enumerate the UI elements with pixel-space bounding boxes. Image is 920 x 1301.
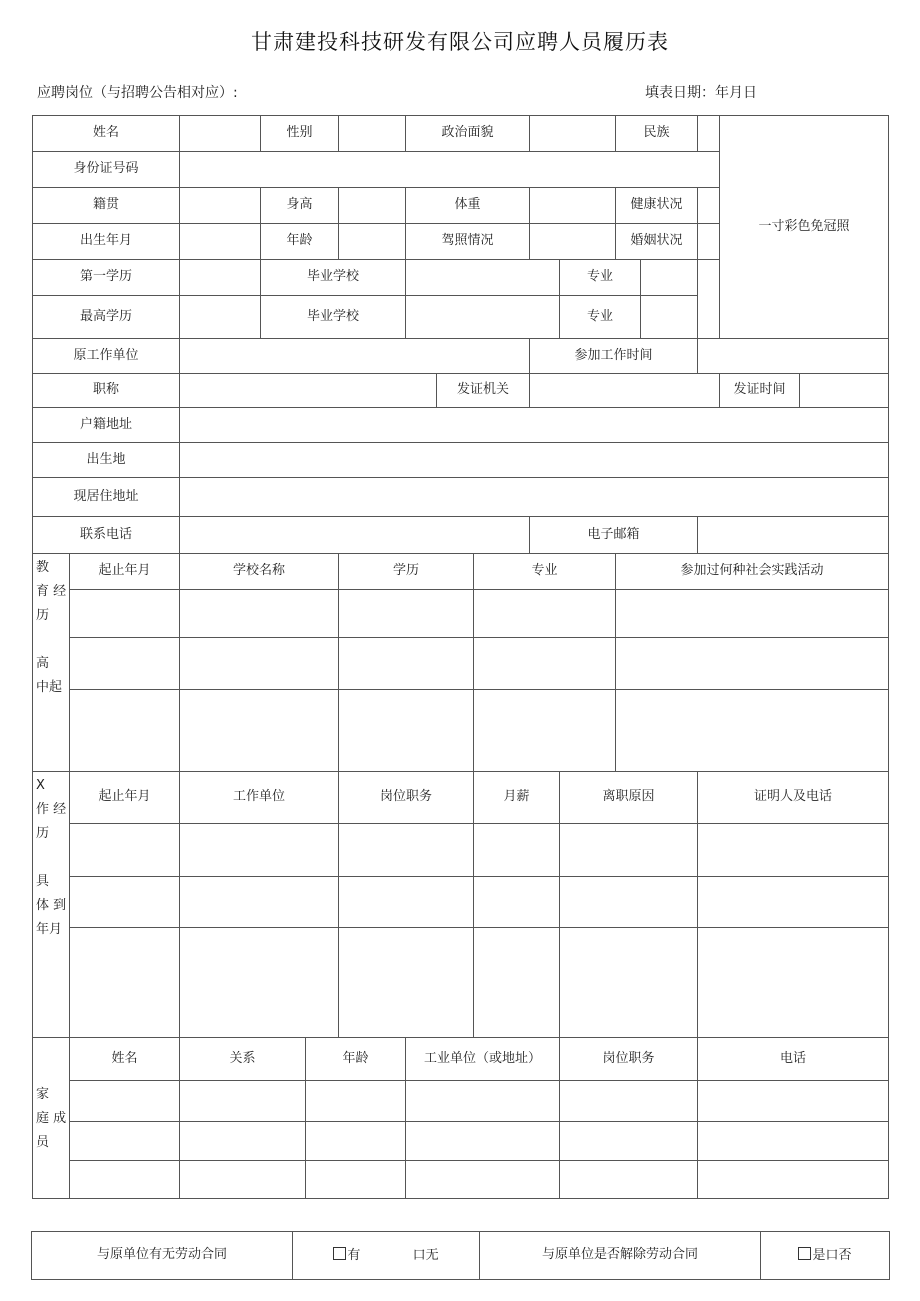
education-header: 专业	[474, 554, 616, 590]
issuer-value[interactable]	[530, 374, 720, 408]
political-status-value[interactable]	[530, 116, 616, 152]
email-label: 电子邮箱	[530, 517, 698, 554]
age-value[interactable]	[339, 224, 406, 260]
weight-value[interactable]	[530, 188, 616, 224]
hukou-address-label: 户籍地址	[33, 408, 180, 443]
work-cell[interactable]	[698, 928, 889, 1038]
terminated-yes-checkbox[interactable]	[798, 1247, 811, 1260]
birth-date-label: 出生年月	[33, 224, 180, 260]
family-header: 电话	[698, 1038, 889, 1081]
work-cell[interactable]	[70, 877, 180, 928]
email-value[interactable]	[698, 517, 889, 554]
education-cell[interactable]	[616, 638, 889, 690]
major-label: 专业	[560, 296, 641, 339]
education-header: 起止年月	[70, 554, 180, 590]
work-cell[interactable]	[339, 877, 474, 928]
education-header: 学历	[339, 554, 474, 590]
graduated-school-label: 毕业学校	[261, 296, 406, 339]
work-cell[interactable]	[339, 928, 474, 1038]
family-cell[interactable]	[180, 1122, 306, 1161]
education-cell[interactable]	[339, 690, 474, 772]
labor-contract-table	[31, 1231, 890, 1280]
work-cell[interactable]	[698, 824, 889, 877]
family-cell[interactable]	[306, 1122, 406, 1161]
ethnicity-label: 民族	[616, 116, 698, 152]
education-cell[interactable]	[180, 690, 339, 772]
education-cell[interactable]	[70, 590, 180, 638]
first-degree-value[interactable]	[180, 260, 261, 296]
photo-box[interactable]	[720, 116, 889, 339]
issue-date-value[interactable]	[800, 374, 889, 408]
fill-date-label: 填表日期：年月日	[645, 85, 757, 101]
work-header: 证明人及电话	[698, 772, 889, 824]
education-header: 参加过何种社会实践活动	[616, 554, 889, 590]
resume-table	[32, 115, 889, 1199]
license-value[interactable]	[530, 224, 616, 260]
work-cell[interactable]	[560, 877, 698, 928]
id-number-value[interactable]	[180, 152, 720, 188]
graduated-school-value[interactable]	[406, 260, 560, 296]
hukou-address-value[interactable]	[180, 408, 889, 443]
education-cell[interactable]	[616, 590, 889, 638]
work-cell[interactable]	[560, 824, 698, 877]
former-employer-value[interactable]	[180, 339, 530, 374]
family-header: 年龄	[306, 1038, 406, 1081]
education-cell[interactable]	[70, 638, 180, 690]
family-header: 工业单位（或地址）	[406, 1038, 560, 1081]
major-value[interactable]	[641, 296, 698, 339]
work-cell[interactable]	[698, 877, 889, 928]
family-cell[interactable]	[698, 1122, 889, 1161]
education-cell[interactable]	[70, 690, 180, 772]
graduated-school-value[interactable]	[406, 296, 560, 339]
work-cell[interactable]	[180, 877, 339, 928]
name-label: 姓名	[33, 116, 180, 152]
family-section-label: 家 庭 成 员	[33, 1038, 70, 1199]
none-option-label[interactable]: 口无	[412, 1247, 439, 1263]
highest-degree-label: 最高学历	[33, 296, 180, 339]
work-header: 月薪	[474, 772, 560, 824]
title-rank-value[interactable]	[180, 374, 437, 408]
first-degree-label: 第一学历	[33, 260, 180, 296]
education-cell[interactable]	[474, 638, 616, 690]
family-cell[interactable]	[698, 1081, 889, 1122]
family-cell[interactable]	[406, 1122, 560, 1161]
photo-label: 一寸彩色免冠照	[758, 218, 850, 234]
marital-label: 婚姻状况	[616, 224, 698, 260]
height-value[interactable]	[339, 188, 406, 224]
has-contract-label: 与原单位有无劳动合同	[32, 1232, 293, 1280]
family-cell[interactable]	[560, 1161, 698, 1199]
work-cell[interactable]	[180, 928, 339, 1038]
work-start-label: 参加工作时间	[530, 339, 698, 374]
terminated-contract-options[interactable]	[761, 1232, 890, 1280]
work-cell[interactable]	[70, 824, 180, 877]
work-cell[interactable]	[474, 928, 560, 1038]
education-cell[interactable]	[339, 590, 474, 638]
family-cell[interactable]	[70, 1081, 180, 1122]
education-cell[interactable]	[180, 590, 339, 638]
license-label: 驾照情况	[406, 224, 530, 260]
native-place-value[interactable]	[180, 188, 261, 224]
family-cell[interactable]	[180, 1161, 306, 1199]
family-cell[interactable]	[70, 1161, 180, 1199]
family-header: 姓名	[70, 1038, 180, 1081]
education-section-label: 教 育 经 历 高 中起	[33, 554, 70, 772]
family-header: 岗位职务	[560, 1038, 698, 1081]
health-label: 健康状况	[616, 188, 698, 224]
education-cell[interactable]	[616, 690, 889, 772]
work-header: 工作单位	[180, 772, 339, 824]
height-label: 身高	[261, 188, 339, 224]
work-cell[interactable]	[339, 824, 474, 877]
yes-no-option-label: 是口否	[812, 1247, 852, 1263]
has-contract-options[interactable]	[293, 1232, 480, 1280]
gender-label: 性别	[261, 116, 339, 152]
family-cell[interactable]	[306, 1161, 406, 1199]
work-cell[interactable]	[70, 928, 180, 1038]
phone-value[interactable]	[180, 517, 530, 554]
has-contract-checkbox[interactable]	[333, 1247, 346, 1260]
former-employer-label: 原工作单位	[33, 339, 180, 374]
political-status-label: 政治面貌	[406, 116, 530, 152]
family-cell[interactable]	[406, 1081, 560, 1122]
weight-label: 体重	[406, 188, 530, 224]
education-cell[interactable]	[180, 638, 339, 690]
work-cell[interactable]	[560, 928, 698, 1038]
phone-label: 联系电话	[33, 517, 180, 554]
family-cell[interactable]	[306, 1081, 406, 1122]
work-section-label: X 作 经 历 具 体 到 年月	[33, 772, 70, 1038]
major-label: 专业	[560, 260, 641, 296]
applied-position-label: 应聘岗位（与招聘公告相对应）:	[37, 85, 238, 101]
age-label: 年龄	[261, 224, 339, 260]
birthplace-value[interactable]	[180, 443, 889, 478]
gender-value[interactable]	[339, 116, 406, 152]
work-cell[interactable]	[474, 877, 560, 928]
family-cell[interactable]	[560, 1081, 698, 1122]
family-header: 关系	[180, 1038, 306, 1081]
education-cell[interactable]	[474, 590, 616, 638]
health-value[interactable]	[698, 188, 720, 224]
current-address-label: 现居住地址	[33, 478, 180, 517]
terminated-contract-label: 与原单位是否解除劳动合同	[480, 1232, 761, 1280]
family-cell[interactable]	[406, 1161, 560, 1199]
birth-date-value[interactable]	[180, 224, 261, 260]
id-number-label: 身份证号码	[33, 152, 180, 188]
birthplace-label: 出生地	[33, 443, 180, 478]
issue-date-label: 发证时间	[720, 374, 800, 408]
work-header: 离职原因	[560, 772, 698, 824]
work-cell[interactable]	[474, 824, 560, 877]
family-cell[interactable]	[560, 1122, 698, 1161]
education-cell[interactable]	[339, 638, 474, 690]
form-title: 甘肃建投科技研发有限公司应聘人员履历表	[251, 30, 669, 54]
work-cell[interactable]	[180, 824, 339, 877]
highest-degree-value[interactable]	[180, 296, 261, 339]
has-option-label: 有	[347, 1247, 361, 1263]
issuer-label: 发证机关	[437, 374, 530, 408]
family-cell[interactable]	[70, 1122, 180, 1161]
major-value[interactable]	[641, 260, 698, 296]
native-place-label: 籍贯	[33, 188, 180, 224]
work-header: 起止年月	[70, 772, 180, 824]
family-cell[interactable]	[698, 1161, 889, 1199]
work-header: 岗位职务	[339, 772, 474, 824]
graduated-school-label: 毕业学校	[261, 260, 406, 296]
title-rank-label: 职称	[33, 374, 180, 408]
work-start-value[interactable]	[698, 339, 889, 374]
name-value[interactable]	[180, 116, 261, 152]
current-address-value[interactable]	[180, 478, 889, 517]
marital-value[interactable]	[698, 224, 720, 260]
education-header: 学校名称	[180, 554, 339, 590]
family-cell[interactable]	[180, 1081, 306, 1122]
education-cell[interactable]	[474, 690, 616, 772]
ethnicity-value[interactable]	[698, 116, 720, 152]
